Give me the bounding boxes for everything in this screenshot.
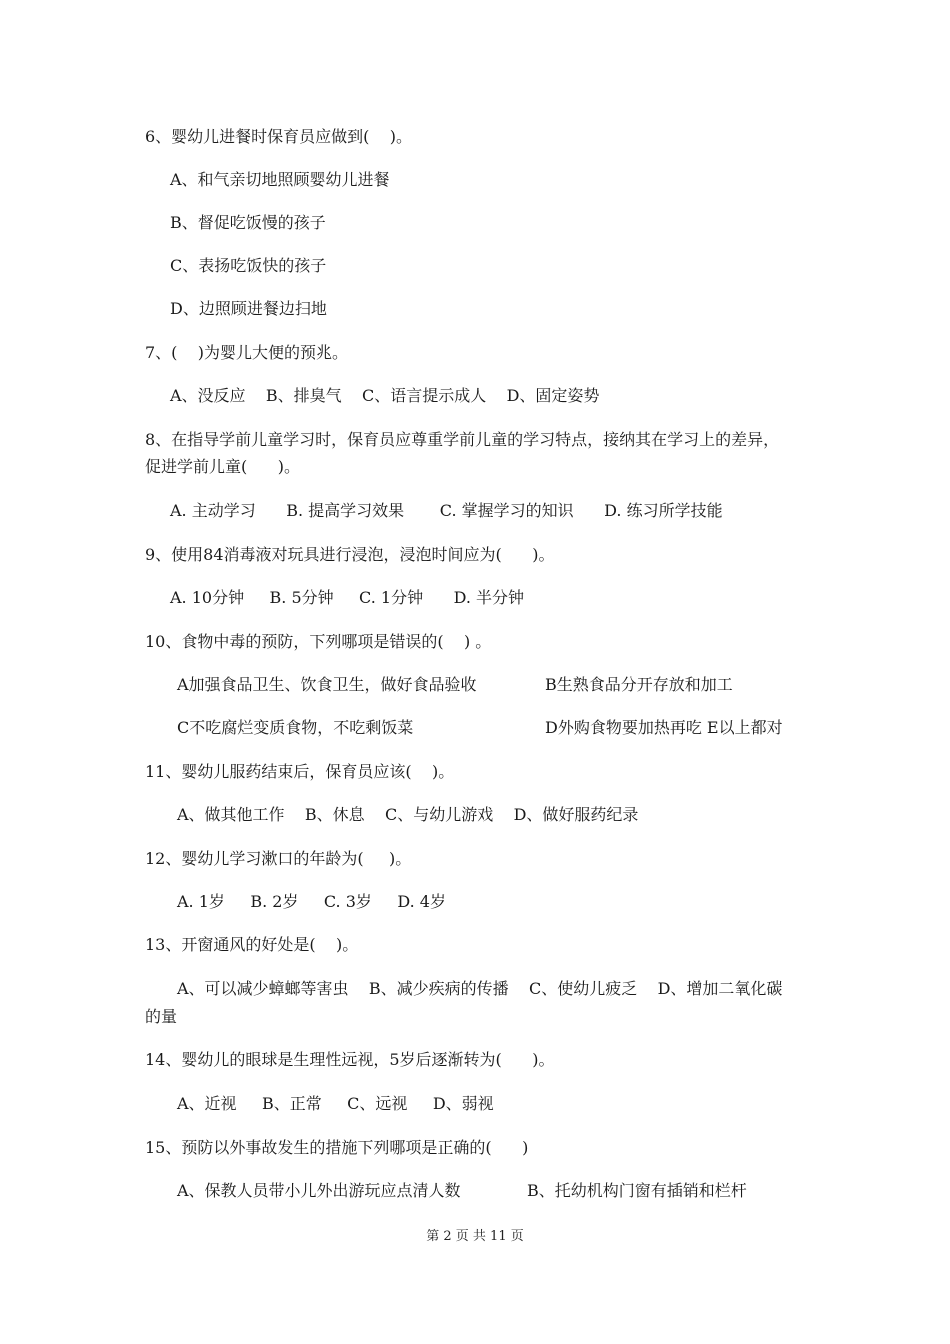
question-10-stem: 10、食物中毒的预防，下列哪项是错误的( ) 。 <box>145 632 492 651</box>
question-11-options: A、做其他工作 B、休息 C、与幼儿游戏 D、做好服药纪录 <box>177 805 639 824</box>
question-6-option-d: D、边照顾进餐边扫地 <box>170 299 327 318</box>
question-7-stem: 7、( )为婴儿大便的预兆。 <box>145 343 349 362</box>
question-10-option-d-e: D外购食物要加热再吃 E以上都对 <box>545 718 783 737</box>
question-6-stem: 6、婴幼儿进餐时保育员应做到( )。 <box>145 127 413 146</box>
question-10-option-b: B生熟食品分开存放和加工 <box>545 675 733 694</box>
question-6-option-a: A、和气亲切地照顾婴幼儿进餐 <box>170 170 390 189</box>
question-13-stem: 13、开窗通风的好处是( )。 <box>145 935 359 954</box>
question-12-stem: 12、婴幼儿学习漱口的年龄为( )。 <box>145 849 412 868</box>
question-15-option-b: B、托幼机构门窗有插销和栏杆 <box>527 1181 747 1200</box>
question-10-option-a: A加强食品卫生、饮食卫生，做好食品验收 <box>177 675 477 694</box>
question-14-options: A、近视 B、正常 C、远视 D、弱视 <box>177 1094 494 1113</box>
question-11-stem: 11、婴幼儿服药结束后，保育员应该( )。 <box>145 762 455 781</box>
page-number-footer: 第 2 页 共 11 页 <box>426 1229 524 1244</box>
question-13-options-wrap: 的量 <box>145 1007 178 1026</box>
question-10-option-c: C不吃腐烂变质食物，不吃剩饭菜 <box>177 718 414 737</box>
question-8-options: A. 主动学习 B. 提高学习效果 C. 掌握学习的知识 D. 练习所学技能 <box>170 501 723 520</box>
question-7-options: A、没反应 B、排臭气 C、语言提示成人 D、固定姿势 <box>170 386 600 405</box>
question-12-options: A. 1岁 B. 2岁 C. 3岁 D. 4岁 <box>177 892 446 911</box>
question-9-options: A. 10分钟 B. 5分钟 C. 1分钟 D. 半分钟 <box>170 588 525 607</box>
question-15-option-a: A、保教人员带小儿外出游玩应点清人数 <box>177 1181 461 1200</box>
question-8-stem-line-1: 8、在指导学前儿童学习时，保育员应尊重学前儿童的学习特点，接纳其在学习上的差异， <box>145 430 780 449</box>
question-13-options: A、可以减少蟑螂等害虫 B、减少疾病的传播 C、使幼儿疲乏 D、增加二氧化碳 <box>177 979 783 998</box>
question-6-option-c: C、表扬吃饭快的孩子 <box>170 256 327 275</box>
question-6-option-b: B、督促吃饭慢的孩子 <box>170 213 326 232</box>
question-8-stem-line-2: 促进学前儿童( )。 <box>145 457 301 476</box>
question-14-stem: 14、婴幼儿的眼球是生理性远视，5岁后逐渐转为( )。 <box>145 1050 555 1069</box>
question-9-stem: 9、使用84消毒液对玩具进行浸泡，浸泡时间应为( )。 <box>145 545 555 564</box>
question-15-stem: 15、预防以外事故发生的措施下列哪项是正确的( ) <box>145 1138 529 1157</box>
